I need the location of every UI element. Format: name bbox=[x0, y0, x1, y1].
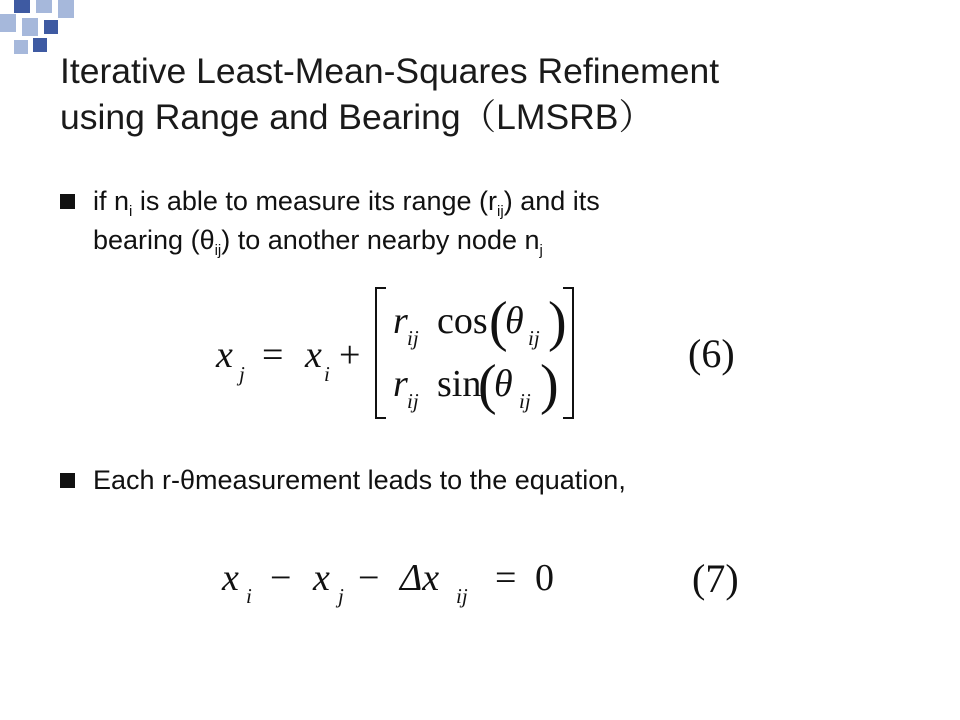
eq7-delta: Δx bbox=[400, 557, 440, 599]
eq6-rhs-sub: i bbox=[324, 362, 330, 386]
title-line-1: Iterative Least-Mean-Squares Refinement bbox=[60, 51, 720, 91]
subscript: i bbox=[129, 203, 133, 220]
eq7-number: (7) bbox=[692, 556, 739, 601]
subscript: j bbox=[539, 242, 543, 259]
eq6-plus: + bbox=[339, 334, 361, 376]
text-span: ) to another nearby node n bbox=[221, 225, 540, 255]
eq6-sin: sin bbox=[437, 363, 482, 405]
subscript: ij bbox=[214, 242, 222, 259]
eq7-x1-sub: i bbox=[246, 584, 252, 608]
eq6-r1-sub: ij bbox=[407, 326, 419, 350]
text-span: bearing (θ bbox=[93, 225, 215, 255]
title-line-2: using Range and Bearing（LMSRB） bbox=[60, 97, 654, 137]
eq7-zero: 0 bbox=[535, 557, 554, 599]
eq7-x2: x bbox=[313, 557, 330, 599]
eq6-theta2-sub: ij bbox=[519, 389, 531, 413]
text-span: is able to measure its range (r bbox=[132, 186, 498, 216]
eq6-r1: r bbox=[393, 300, 408, 342]
text-span: ) and its bbox=[503, 186, 600, 216]
eq6-theta1-sub: ij bbox=[528, 326, 540, 350]
eq7-minus1: − bbox=[270, 557, 292, 599]
eq6-lhs-var: x bbox=[216, 334, 233, 376]
eq6-theta2: θ bbox=[494, 363, 513, 405]
eq6-equals: = bbox=[262, 334, 284, 376]
eq7-x2-sub: j bbox=[338, 584, 344, 608]
eq6-r2-sub: ij bbox=[407, 389, 419, 413]
text-span: if n bbox=[93, 186, 130, 216]
eq6-cos: cos bbox=[437, 300, 488, 342]
eq7-x1: x bbox=[222, 557, 239, 599]
eq7-delta-sub: ij bbox=[456, 584, 468, 608]
eq6-number: (6) bbox=[688, 331, 735, 376]
eq7-equals: = bbox=[495, 557, 517, 599]
subscript: ij bbox=[497, 203, 504, 220]
bullet-text: Each r-θmeasurement leads to the equation, bbox=[93, 465, 626, 495]
eq6-paren: ( bbox=[489, 291, 508, 353]
eq6-theta1: θ bbox=[505, 300, 524, 342]
eq6-paren: ) bbox=[540, 354, 559, 416]
eq6-rhs-var: x bbox=[305, 334, 322, 376]
eq6-paren: ( bbox=[478, 354, 497, 416]
eq6-lhs-sub: j bbox=[239, 362, 245, 386]
eq7-minus2: − bbox=[358, 557, 380, 599]
eq6-paren: ) bbox=[548, 291, 567, 353]
eq6-r2: r bbox=[393, 363, 408, 405]
